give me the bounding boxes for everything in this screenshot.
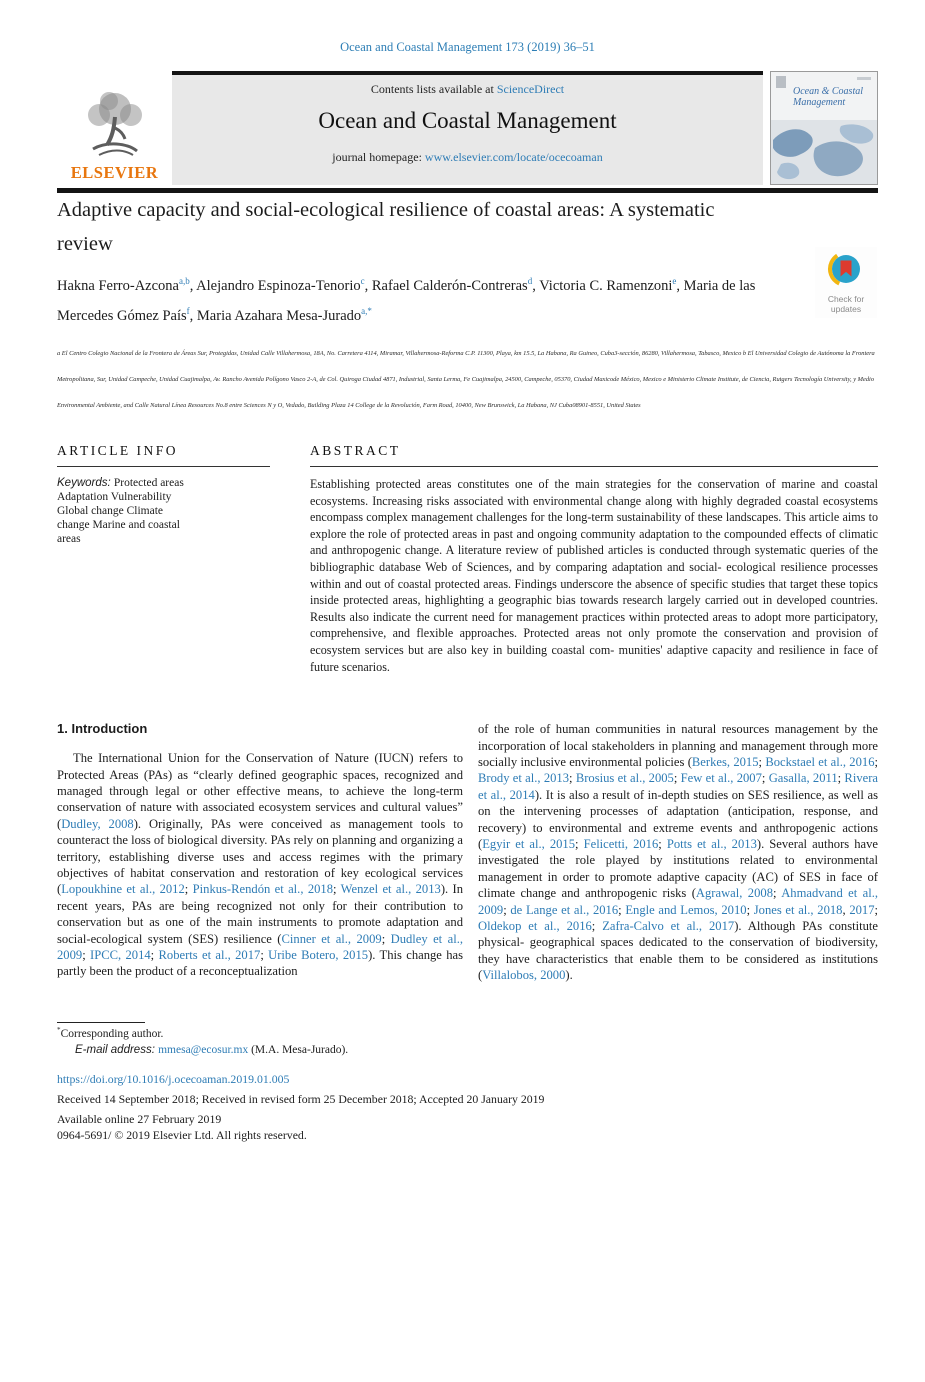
- citation-link[interactable]: Roberts et al., 2017: [158, 948, 261, 962]
- text-segment: of the role of human communities in natural resources management by the incorporation of local stakeholders in planning and management through more socially inclusive environmental policies (: [478, 722, 878, 769]
- citation-link[interactable]: a,*: [361, 306, 372, 317]
- abstract-text: Establishing protected areas constitutes one of the main strategies for the conservation of marine and coastal ecosystems. Increasing risks associated with environmental change along with highly degraded coastal ecosystems encompass complex management challenges for the long-term sustainability of these landscapes. This article aims to explore the role of protected areas in past and ongoing community adaptation to the compounded effects of climatic and anthropogenic change. A literature review of published articles is conducted through systematic queries of the bibliographic database Web of Sciences, and by comparing adaptation and social- ecological resilience processes within and out of coastal protected areas. Findings underscore the absence of specific studies that target these topics inside protected areas, highlighting a geographic bias towards research largely carried out in developed countries. Results also indicate the current need for management practices within protected areas to adopt more participatory, comprehensive, and flexible approaches. Protected areas not only promote the conservation and provision of ecosystem services but are also key in building coastal com- munities' adaptive capacity and resilience in face of future scenarios.: [310, 477, 878, 674]
- citation-link[interactable]: f: [186, 306, 190, 317]
- article-title: Adaptive capacity and social-ecological resilience of coastal areas: A systematic review: [57, 199, 715, 255]
- citation-link[interactable]: Dudley et al., 2009: [57, 931, 463, 962]
- received-line: Received 14 September 2018; Received in revised form 25 December 2018; Accepted 20 January 2019: [57, 1091, 545, 1106]
- citation-link[interactable]: Gasalla, 2011: [768, 771, 838, 786]
- text-segment: ;: [569, 771, 576, 786]
- citation-link[interactable]: de Lange et al., 2016: [510, 902, 619, 917]
- text-segment: ;: [673, 771, 681, 786]
- keywords-block: [57, 476, 270, 546]
- text-segment: *: [57, 1025, 61, 1034]
- homepage-line: [172, 150, 763, 165]
- citation-link[interactable]: e: [672, 276, 677, 287]
- text-segment: Hakna Ferro-Azcona: [57, 278, 179, 294]
- article-info-column: [57, 443, 270, 675]
- keywords-line: change Marine and coastal: [57, 519, 180, 531]
- text-segment: Protected areas: [113, 477, 184, 489]
- text-segment: ;: [333, 882, 341, 897]
- introduction-section: [57, 721, 878, 984]
- citation-link[interactable]: Jones et al., 2018: [753, 902, 843, 917]
- intro-heading: 1. Introduction: [57, 721, 148, 737]
- text-segment: ;: [82, 948, 91, 962]
- text-segment: ;: [150, 948, 159, 962]
- corresponding-author-note: [57, 1026, 878, 1042]
- citation-link[interactable]: Rivera et al., 2014: [478, 771, 878, 802]
- citation-link[interactable]: a,b: [178, 276, 190, 287]
- text-segment: ;: [837, 771, 845, 786]
- citation-link[interactable]: Bockstael et al., 2016: [765, 754, 875, 769]
- affiliation-line: Metropolitana, Sur, Unidad Campeche, Unidad Cuajimalpa, Av. Rancho Avenida Polígono Vasco 2-A, de Col. Quiroga Ciudad 4871, Industrial, Santa Lerma, Fe Cuajimalpa, 24500, Campeche, 05370, Ciudad Maxicode México, Mexico e Ministerio Climate Institute, de Ciencia, Rutgers Tecnología University, y Medio: [57, 376, 875, 383]
- keywords-line: [57, 476, 270, 490]
- journal-ref: Ocean and Coastal Management 173 (2019) 36–51: [340, 40, 595, 54]
- homepage-link[interactable]: www.elsevier.com/locate/ocecoaman: [424, 150, 603, 164]
- cover-logo-mark: [776, 76, 786, 88]
- affiliation-line: a El Centro Colegio Nacional de la Frontera de Áreas Sur, Protegidas, Unidad Calle Villahermosa, 18A, No. Carretera 4114, Miramar, Villahermosa-Reforma C.P. 11300, Playa, km 15.5, La Habana, Ra Guineo, Cuba3-sección, 86280, Villahermosa, Tabasco, Mexico b El Universidad Colegio de Autónoma la Frontera: [57, 350, 875, 357]
- intro-right-column: [478, 721, 878, 984]
- footnote-block: [57, 1022, 878, 1058]
- text-segment: , Victoria C. Ramenzoni: [532, 278, 673, 294]
- citation-link[interactable]: Potts et al., 2013: [666, 836, 757, 851]
- text-segment: ). This change has partly been the product of a reconceptualization: [57, 948, 463, 979]
- text-segment: The International Union for the Conservation of Nature (IUCN) refers to Protected Areas (PAs) as “clearly defined geographic spaces, recognized and managed through legal or other effective means, to achieve the long-term conservation of nature with associated ecosystem services and cultural values” (: [57, 751, 463, 831]
- citation-link[interactable]: Berkes, 2015: [691, 754, 759, 769]
- text-segment: Corresponding author.: [60, 1027, 164, 1040]
- authors-line: [57, 271, 757, 331]
- intro-paragraph-left: [57, 750, 463, 980]
- citation-link[interactable]: Engle and Lemos, 2010: [625, 902, 747, 917]
- email-note: [75, 1042, 878, 1058]
- citation-link[interactable]: Brosius et al., 2005: [575, 771, 674, 786]
- citation-link[interactable]: Felicetti, 2016: [583, 836, 659, 851]
- cover-issn-mark: [857, 77, 871, 80]
- text-segment: ;: [773, 886, 782, 901]
- contents-line: [172, 82, 763, 97]
- text-segment: ). Several authors have investigated the role played by institutions related to environmental management in order to promote adaptive capacity (AC) of SES in face of climate change and anthropogenic risks (: [478, 836, 878, 901]
- citation-link[interactable]: Ahmadvand et al., 2009: [478, 886, 879, 917]
- text-segment: ). It is also a result of in-depth studies on SES resilience, as well as on the intervening processes of adaptation (anticipation, response, and recovery) to environmental and extreme events and anthropogenic actions (: [478, 787, 878, 851]
- text-segment: ;: [503, 902, 511, 917]
- text-segment: E-mail address:: [75, 1043, 159, 1056]
- text-segment: ). Although PAs constitute physical- geographical spaces dedicated to the conservation of biodiversity, they have characteristics that enable them to be considered as institutions (: [478, 919, 878, 983]
- homepage-prefix: journal homepage:: [332, 150, 425, 164]
- intro-paragraph-right: [478, 721, 878, 984]
- text-segment: ;: [761, 771, 769, 786]
- citation-link[interactable]: 2017: [849, 902, 875, 917]
- banner-middle: [172, 71, 763, 185]
- text-segment: ;: [658, 836, 667, 851]
- citation-link[interactable]: mmesa@ecosur.mx: [158, 1043, 249, 1056]
- text-segment: ;: [591, 919, 603, 933]
- text-segment: ;: [874, 902, 878, 917]
- keywords-line: Adaptation Vulnerability: [57, 491, 172, 503]
- contents-prefix: Contents lists available at: [370, 82, 497, 96]
- citation-link[interactable]: Egyir et al., 2015: [482, 836, 576, 851]
- text-segment: ;: [746, 902, 754, 917]
- text-segment: , Maria de las Mercedes Gómez País: [57, 278, 756, 324]
- text-segment: ;: [874, 754, 878, 769]
- citation-link[interactable]: Villalobos, 2000: [482, 968, 566, 983]
- doi-link[interactable]: https://doi.org/10.1016/j.ocecoaman.2019.01.005: [57, 1071, 290, 1086]
- text-segment: , Rafael Calderón-Contreras: [364, 278, 528, 294]
- text-segment: ;: [618, 902, 626, 917]
- cover-title: Ocean & Coastal Management: [793, 86, 863, 108]
- citation-link[interactable]: Dudley, 2008: [61, 816, 134, 831]
- info-abstract-section: [57, 443, 878, 675]
- citation-link[interactable]: Uribe Botero, 2015: [268, 948, 369, 962]
- check-updates-label: Check for updates: [827, 294, 865, 314]
- intro-left-column: [57, 721, 463, 984]
- abstract-heading: ABSTRACT: [310, 443, 401, 458]
- citation-link[interactable]: Agrawal, 2008: [695, 886, 773, 901]
- citation-link[interactable]: Oldekop et al., 2016: [478, 919, 592, 933]
- citation-link[interactable]: Pinkus-Rendón et al., 2018: [192, 882, 334, 897]
- article-info-heading: ARTICLE INFO: [57, 443, 179, 458]
- elsevier-tree-icon: [79, 87, 151, 161]
- citation-link[interactable]: Lopoukhine et al., 2012: [61, 882, 185, 897]
- text-segment: ). In recent years, PAs are being recognized not only for their contribution to conservation but as one of the main instruments to promote adaptation and social-ecological system (SES) resilience (: [57, 882, 463, 946]
- affiliation-line: Environmental Ambiente, and Calle Natural Línea Resources No.8 entre Sciences N y O, Vedado, Building Plaza 14 College de la Revolución, Farm Road, 10400, New Brunswick, La Habana, NJ Cuba08901-8551, United States: [57, 402, 641, 409]
- citation-link[interactable]: d: [527, 276, 533, 287]
- journal-cover-thumbnail[interactable]: [770, 71, 878, 185]
- article-footer: [57, 1072, 878, 1143]
- check-updates-badge[interactable]: [815, 247, 877, 318]
- footnote-rule: [57, 1022, 145, 1023]
- cover-world-map: [771, 120, 877, 184]
- keywords-line: areas: [57, 533, 81, 545]
- text-segment: ,: [842, 902, 850, 917]
- citation-link[interactable]: Zafra-Calvo et al., 2017: [602, 919, 735, 933]
- citation-link[interactable]: Few et al., 2007: [680, 771, 762, 786]
- citation-link[interactable]: Wenzel et al., 2013: [340, 882, 441, 897]
- citation-link[interactable]: Cinner et al., 2009: [281, 931, 382, 946]
- text-segment: , Maria Azahara Mesa-Jurado: [189, 308, 362, 324]
- text-segment: ). Originally, PAs were conceived as management tools to counteract the loss of biological diversity. PAs rely on planning and organizing a territory, establishing diverse uses and access regimes with the primary objectives of habitat conservation and restoration of key ecological services (: [57, 816, 463, 897]
- text-segment: (M.A. Mesa-Jurado).: [248, 1043, 349, 1056]
- elsevier-logo[interactable]: [57, 71, 172, 185]
- citation-link[interactable]: c: [360, 276, 365, 287]
- text-segment: Keywords:: [57, 477, 114, 489]
- text-segment: ).: [565, 968, 573, 983]
- text-segment: , Alejandro Espinoza-Tenorio: [189, 278, 361, 294]
- text-segment: ;: [381, 931, 391, 946]
- affiliations: [57, 341, 878, 419]
- sciencedirect-link[interactable]: ScienceDirect: [496, 82, 565, 96]
- copyright-line: 0964-5691/ © 2019 Elsevier Ltd. All rights reserved.: [57, 1127, 307, 1142]
- available-online-line: Available online 27 February 2019: [57, 1111, 222, 1126]
- citation-link[interactable]: IPCC, 2014: [90, 948, 151, 962]
- text-segment: ;: [260, 948, 269, 962]
- text-segment: ;: [758, 754, 766, 769]
- citation-link[interactable]: Brody et al., 2013: [478, 771, 570, 786]
- check-updates-ribbon-icon: [827, 250, 865, 288]
- abstract-column: [310, 443, 878, 675]
- text-segment: ;: [575, 836, 584, 851]
- abstract-rule: [310, 466, 878, 467]
- journal-title: Ocean and Coastal Management: [318, 108, 617, 133]
- elsevier-wordmark: ELSEVIER: [70, 163, 159, 182]
- article-info-rule: [57, 466, 270, 467]
- text-segment: ;: [184, 882, 193, 897]
- masthead-banner: [57, 71, 878, 185]
- keywords-line: Global change Climate: [57, 505, 164, 517]
